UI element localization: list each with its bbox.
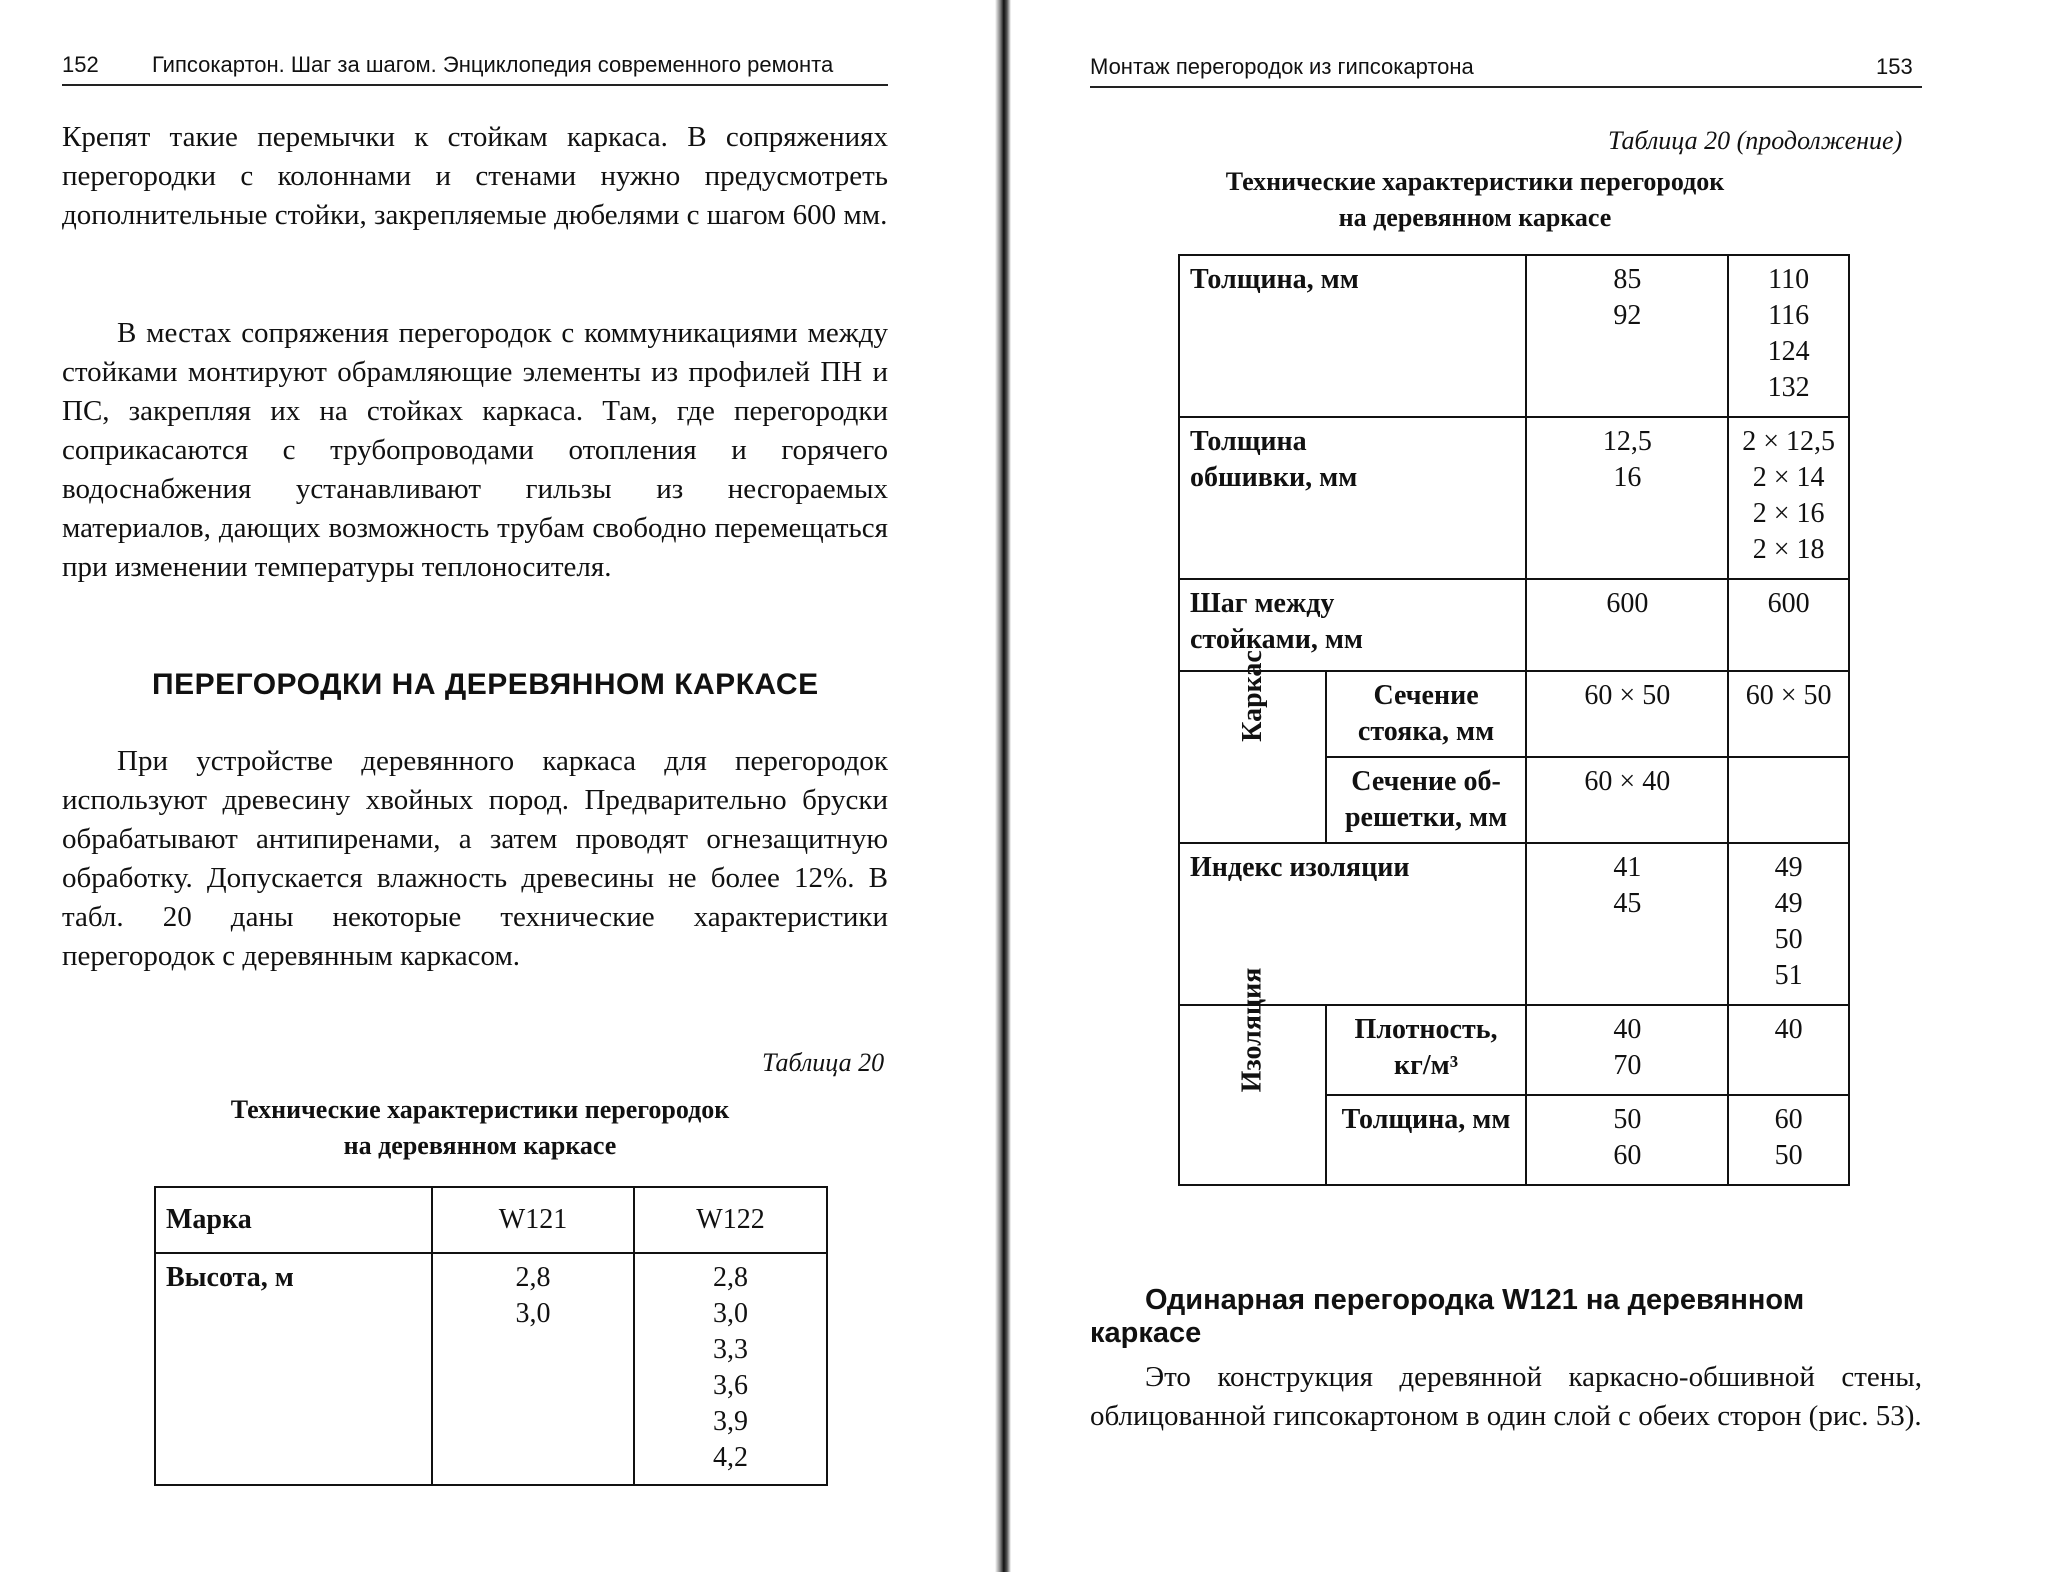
cell-value: 110 (1768, 264, 1810, 295)
table-row (1179, 579, 1849, 671)
subsection-heading: Одинарная перегородка W121 на деревянном каркасе (1090, 1284, 1805, 1349)
table-cell: Индекс изоляции (1179, 843, 1526, 1005)
running-title: Монтаж перегородок из гипсокартона (1090, 54, 1474, 79)
cell-label: стояка, мм (1357, 716, 1495, 747)
cell-label: Сечение об- (1351, 766, 1501, 797)
spec-table-continued (1178, 254, 1850, 1186)
right-page (1010, 0, 2048, 1572)
table-cell (1728, 1095, 1849, 1185)
table-caption (1185, 164, 1765, 236)
cell-value: 4,2 (713, 1442, 748, 1473)
cell-label: решетки, мм (1344, 802, 1508, 833)
group-label: Изоляция (1236, 967, 1268, 1093)
cell-value: 132 (1767, 372, 1810, 403)
header-rule (1090, 86, 1922, 88)
cell-value: 60 (1774, 1104, 1803, 1135)
cell-value: 50 (1774, 1140, 1803, 1171)
table-caption (150, 1092, 810, 1164)
cell-value: 49 (1774, 888, 1803, 919)
caption-line: на деревянном каркасе (1338, 203, 1612, 232)
cell-value: 2,8 (515, 1262, 551, 1293)
table-cell: Высота, м (155, 1253, 432, 1485)
section-heading: ПЕРЕГОРОДКИ НА ДЕРЕВЯННОМ КАРКАСЕ (152, 668, 819, 701)
caption-line: Технические характеристики перегородок (1225, 167, 1725, 196)
cell-label: стойками, мм (1190, 624, 1364, 655)
table-row (1179, 255, 1849, 417)
cell-value: 2 × 14 (1752, 462, 1825, 493)
table-row (1179, 1005, 1849, 1095)
paragraph: В местах сопряжения перегородок с коммуникациями между стойками монтируют обрамляющие элементы из профилей ПН и ПС, закрепляя их на стойках каркаса. Там, где перегородки соприкасаются с трубопроводами отопления и горячего водоснабжения устанавливают гильзы из несгораемых материалов, дающих возможность трубам свободно перемещаться при изменении температуры теплоносителя. (62, 317, 888, 583)
cell-label: кг/м³ (1394, 1050, 1459, 1081)
cell-value: 16 (1613, 462, 1642, 493)
table-cell: 60 × 50 (1728, 671, 1849, 757)
table-cell (1326, 1005, 1527, 1095)
cell-value: 41 (1613, 852, 1642, 883)
cell-value: 70 (1613, 1050, 1642, 1081)
table-cell (1728, 757, 1849, 843)
cell-label: обшивки, мм (1190, 462, 1358, 493)
cell-value: 3,3 (713, 1334, 748, 1365)
cell-value: 116 (1768, 300, 1810, 331)
table-cell: Толщина, мм (1326, 1095, 1527, 1185)
table-row (155, 1253, 827, 1485)
cell-value: 2 × 12,5 (1742, 426, 1836, 457)
cell-value: 49 (1774, 852, 1803, 883)
table-cell: 60 × 40 (1526, 757, 1728, 843)
paragraph: При устройстве деревянного каркаса для перегородок используют древесину хвойных пород. Предварительно бруски обрабатывают антипиренами, а затем проводят огнезащитную обработку. Допускается влажность древесины не более 12%. В табл. 20 даны некоторые технические характеристики перегородок с деревянным каркасом. (62, 745, 888, 972)
table-cell (1526, 843, 1728, 1005)
table-cell (1526, 1095, 1728, 1185)
table-cell: 40 (1728, 1005, 1849, 1095)
header-rule (62, 84, 888, 86)
group-label: Каркас (1236, 650, 1268, 742)
table-cell (1728, 255, 1849, 417)
table-cell (1526, 417, 1728, 579)
table-cell: 60 × 50 (1526, 671, 1728, 757)
cell-value: 3,0 (713, 1298, 748, 1329)
cell-label: Толщина (1190, 426, 1307, 457)
table-label: Таблица 20 (762, 1048, 885, 1077)
group-label-cell (1179, 650, 1326, 843)
table-cell (1728, 843, 1849, 1005)
cell-value: 2 × 16 (1752, 498, 1825, 529)
cell-value: 50 (1774, 924, 1803, 955)
table-row (1179, 843, 1849, 1005)
paragraph: Крепят такие перемычки к стойкам каркаса. В сопряжениях перегородки с колоннами и стенами нужно предусмотреть дополнительные стойки, закрепляемые дюбелями с шагом 600 мм. (62, 121, 888, 231)
paragraph: Это конструкция деревянной каркасно-обшивной стены, облицованной гипсокартоном в один слой с обеих сторон (рис. 53). (1090, 1361, 1922, 1432)
table-cell (1179, 417, 1526, 579)
cell-value: 124 (1767, 336, 1810, 367)
cell-value: 40 (1613, 1014, 1642, 1045)
caption-line: на деревянном каркасе (343, 1131, 617, 1160)
table-row (1179, 671, 1849, 757)
cell-value: 3,6 (713, 1370, 748, 1401)
cell-value: 45 (1613, 888, 1642, 919)
table-cell (1526, 255, 1728, 417)
cell-label: Плотность, (1354, 1014, 1498, 1045)
table-cell: Марка (155, 1187, 432, 1253)
table-cell (1326, 671, 1527, 757)
table-row (1179, 417, 1849, 579)
cell-value: 3,9 (713, 1406, 748, 1437)
table-cell (1179, 579, 1526, 671)
cell-value: 60 (1613, 1140, 1642, 1171)
table-cell: W122 (634, 1187, 827, 1253)
table-label: Таблица 20 (продолжение) (1608, 126, 1903, 155)
cell-value: 12,5 (1602, 426, 1652, 457)
cell-value: 50 (1613, 1104, 1642, 1135)
table-cell: Толщина, мм (1179, 255, 1526, 417)
running-title: Гипсокартон. Шаг за шагом. Энциклопедия современного ремонта (152, 52, 834, 77)
table-cell (1326, 757, 1527, 843)
page-number: 152 (62, 52, 99, 77)
left-page (0, 0, 1000, 1572)
cell-value: 2,8 (713, 1262, 748, 1293)
cell-value: 85 (1613, 264, 1642, 295)
spec-table (154, 1186, 828, 1486)
table-cell (634, 1253, 827, 1485)
cell-label: Шаг между (1190, 588, 1335, 619)
table-cell (1526, 1005, 1728, 1095)
table-cell: W121 (432, 1187, 634, 1253)
cell-label: Сечение (1373, 680, 1479, 711)
table-cell (432, 1253, 634, 1485)
cell-value: 92 (1613, 300, 1642, 331)
page-number: 153 (1876, 54, 1913, 79)
table-cell (1728, 417, 1849, 579)
caption-line: Технические характеристики перегородок (230, 1095, 730, 1124)
table-cell: 600 (1728, 579, 1849, 671)
cell-value: 2 × 18 (1752, 534, 1825, 565)
table-cell: 600 (1526, 579, 1728, 671)
cell-value: 51 (1774, 960, 1803, 991)
cell-value: 3,0 (515, 1298, 551, 1329)
group-label-cell (1179, 967, 1326, 1185)
table-row (155, 1187, 827, 1253)
